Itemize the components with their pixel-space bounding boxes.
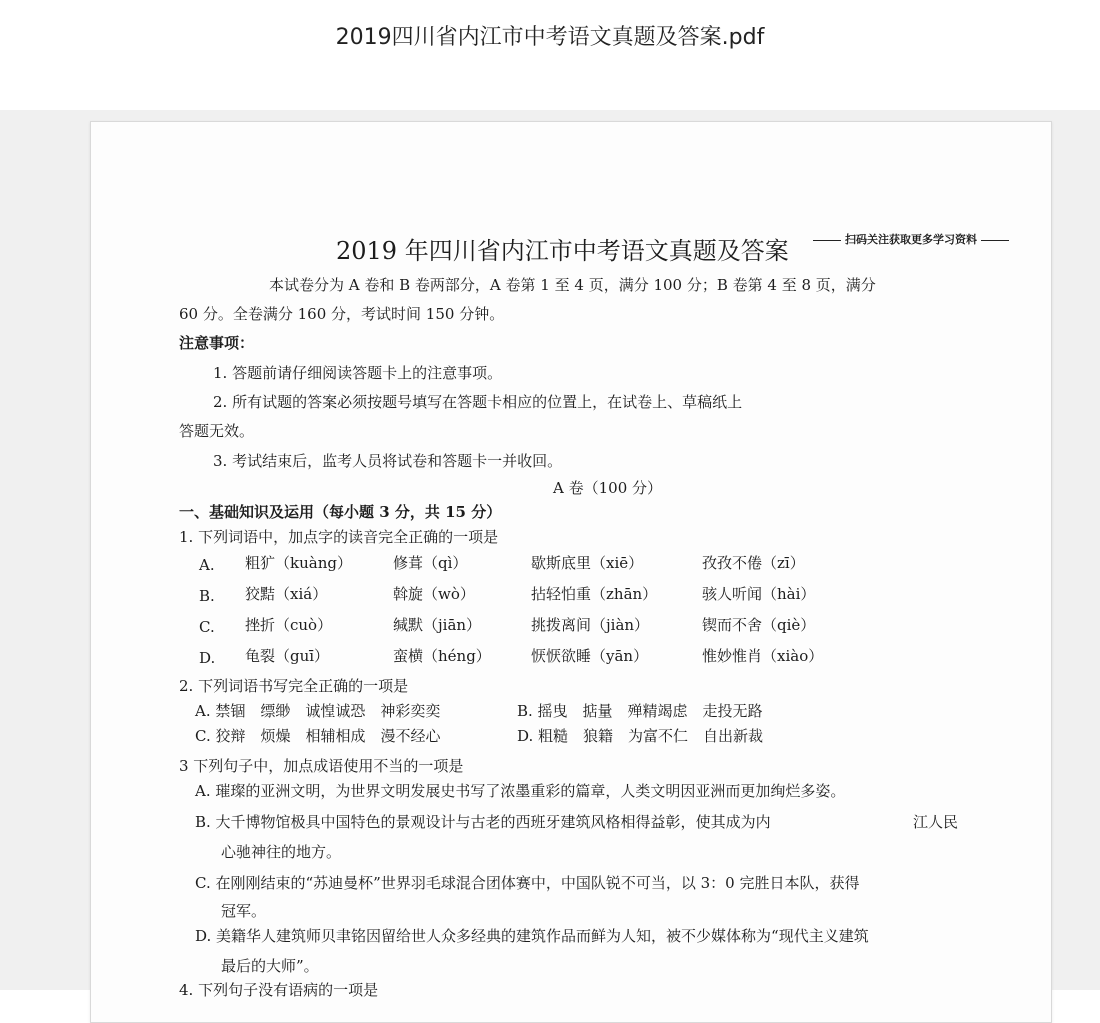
q3-option-b-line-2: 心驰神往的地方。 [221,843,342,861]
question-3: 3 下列句子中，加点成语使用不当的一项是 [179,757,464,775]
question-4: 4. 下列句子没有语病的一项是 [179,981,379,999]
option-item: 恹恹欲睡（yān） [531,647,649,665]
q2-option-a: A. 禁锢 缥缈 诚惶诚恐 神彩奕奕 [195,702,441,720]
volume-a-label: A 卷（100 分） [553,479,662,497]
option-item: 骇人听闻（hài） [702,585,816,603]
file-title: 2019四川省内江市中考语文真题及答案.pdf [335,25,765,50]
option-item: 挫折（cuò） [245,616,333,634]
section-1-heading: 一、基础知识及运用（每小题 3 分，共 15 分） [179,503,502,521]
q3-option-c-line-1: C. 在刚刚结束的“苏迪曼杯”世界羽毛球混合团体赛中，中国队锐不可当，以 3：0 完胜日本队，获得 [195,874,860,892]
option-item: 蛮横（héng） [393,647,491,665]
question-2: 2. 下列词语书写完全正确的一项是 [179,677,409,695]
dash-right [981,240,1009,241]
option-label: C. [199,618,215,636]
option-item: 歇斯底里（xiē） [531,554,644,572]
option-item: 锲而不舍（qiè） [702,616,816,634]
option-item: 孜孜不倦（zī） [702,554,805,572]
paper-title: 2019 年四川省内江市中考语文真题及答案 [336,237,789,265]
option-item: 斡旋（wò） [393,585,475,603]
q3-option-c-line-2: 冠军。 [221,902,267,920]
q2-option-b: B. 摇曳 掂量 殚精竭虑 走投无路 [517,702,763,720]
viewer-title-bar [0,0,1100,110]
q2-option-c: C. 狡辩 烦燥 相辅相成 漫不经心 [195,727,441,745]
note-3: 3. 考试结束后，监考人员将试卷和答题卡一并收回。 [213,452,563,470]
option-item: 龟裂（guī） [245,647,330,665]
option-item: 狡黠（xiá） [245,585,328,603]
option-label: A. [199,556,215,574]
option-item: 拈轻怕重（zhān） [531,585,658,603]
question-1: 1. 下列词语中，加点字的读音完全正确的一项是 [179,528,499,546]
note-2b: 答题无效。 [179,422,255,440]
option-label: D. [199,649,216,667]
option-item: 挑拨离间（jiàn） [531,616,650,634]
option-label: B. [199,587,215,605]
intro-line-1: 本试卷分为 A 卷和 B 卷两部分，A 卷第 1 至 4 页，满分 100 分；B 卷第 4 至 8 页，满分 [269,276,876,294]
q3-option-b-line-1-end: 江人民 [913,813,959,831]
option-item: 惟妙惟肖（xiào） [702,647,824,665]
option-item: 修葺（qì） [393,554,468,572]
q3-option-d-line-2: 最后的大师”。 [221,957,319,975]
qr-note [809,232,1013,248]
notes-heading: 注意事项： [179,334,255,352]
note-2a: 2. 所有试题的答案必须按题号填写在答题卡相应的位置上，在试卷上、草稿纸上 [213,393,743,411]
qr-note-text: 扫码关注获取更多学习资料 [845,233,977,246]
dash-left [813,240,841,241]
q3-option-b-line-1: B. 大千博物馆极具中国特色的景观设计与古老的西班牙建筑风格相得益彰，使其成为内 [195,813,771,831]
intro-line-2: 60 分。全卷满分 160 分，考试时间 150 分钟。 [179,305,505,323]
q2-option-d: D. 粗糙 狼籍 为富不仁 自出新裁 [517,727,764,745]
note-1: 1. 答题前请仔细阅读答题卡上的注意事项。 [213,364,503,382]
q3-option-a: A. 璀璨的亚洲文明，为世界文明发展史书写了浓墨重彩的篇章，人类文明因亚洲而更加绚烂多姿。 [195,782,846,800]
option-item: 粗犷（kuàng） [245,554,352,572]
pdf-page [90,121,1052,1023]
option-item: 缄默（jiān） [393,616,482,634]
q3-option-d-line-1: D. 美籍华人建筑师贝聿铭因留给世人众多经典的建筑作品而鲜为人知，被不少媒体称为“现代主义建筑 [195,927,869,945]
